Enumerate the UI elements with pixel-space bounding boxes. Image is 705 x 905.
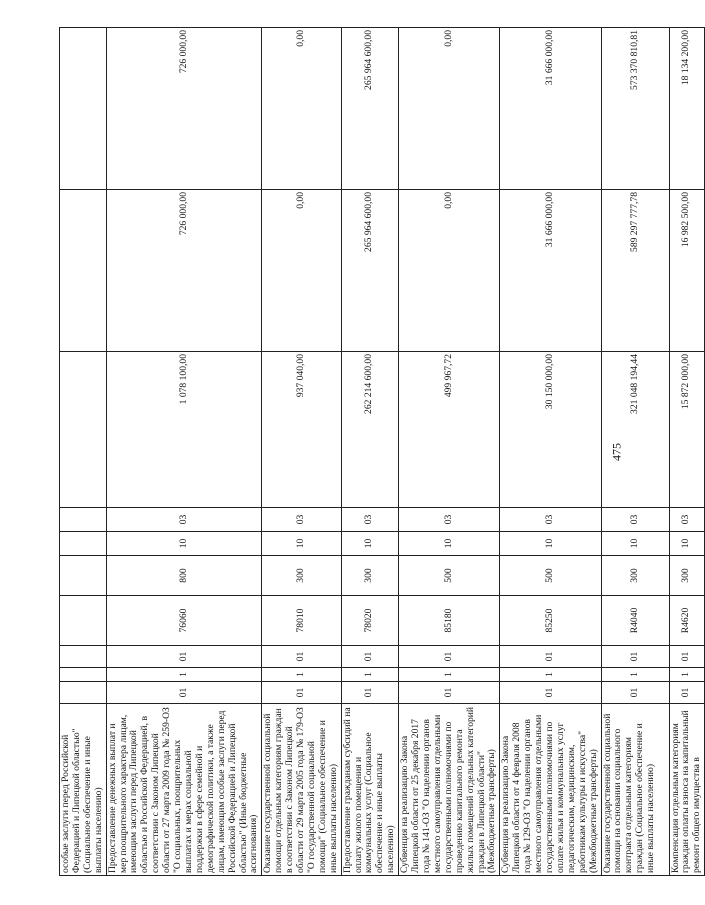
cell-code: 03 xyxy=(399,508,500,532)
cell-code: 85250 xyxy=(500,596,601,646)
row-description: Предоставление гражданам субсидий на оплату жилого помещения и коммунальных услуг (Социальное обеспечение и иные выплаты населению) xyxy=(341,704,399,876)
cell-code: 10 xyxy=(262,532,341,556)
cell-amount: 0,00 xyxy=(262,28,341,190)
cell-code xyxy=(60,668,107,682)
table-row xyxy=(399,28,500,876)
cell-code: 300 xyxy=(341,556,399,596)
cell-amount: 726 000,00 xyxy=(106,28,262,190)
cell-code: 10 xyxy=(341,532,399,556)
cell-amount: 265 964 600,00 xyxy=(341,190,399,352)
table-row xyxy=(669,28,705,876)
cell-code: 1 xyxy=(106,668,262,682)
table-row xyxy=(60,28,107,876)
cell-code: 300 xyxy=(262,556,341,596)
cell-code xyxy=(60,556,107,596)
cell-amount: 0,00 xyxy=(399,190,500,352)
cell-code: 03 xyxy=(341,508,399,532)
row-description: Предоставление денежных выплат и мер поощрительного характера лицам, имеющим заслуги перед Липецкой областью и Российской Федерацией, в соответствии с Законом Липецкой области от 27 марта 2009 года № 259-ОЗ "О социальных, поощрительных выплатах и мерах социальной поддержки в сфере семейной и демографической политики, а также лицам, имеющим особые заслуги перед Российской Федерацией и Липецкой областью" (Иные бюджетные ассигнования) xyxy=(106,704,262,876)
cell-code: 01 xyxy=(500,682,601,704)
cell-code: 10 xyxy=(106,532,262,556)
cell-code: 01 xyxy=(500,646,601,668)
cell-code: 01 xyxy=(106,646,262,668)
cell-code: 500 xyxy=(399,556,500,596)
cell-code: 78010 xyxy=(262,596,341,646)
cell-code xyxy=(60,596,107,646)
cell-code: 01 xyxy=(399,682,500,704)
cell-code: 03 xyxy=(669,508,705,532)
cell-code: 800 xyxy=(106,556,262,596)
cell-code: 500 xyxy=(500,556,601,596)
cell-code: 01 xyxy=(601,646,669,668)
cell-code: 10 xyxy=(601,532,669,556)
cell-amount xyxy=(60,190,107,352)
cell-code: 01 xyxy=(669,646,705,668)
cell-code: 10 xyxy=(500,532,601,556)
cell-code: 01 xyxy=(601,682,669,704)
cell-amount: 499 967,72 xyxy=(399,352,500,508)
cell-amount: 265 964 600,00 xyxy=(341,28,399,190)
table-row xyxy=(341,28,399,876)
table-row xyxy=(106,28,262,876)
row-description: Субвенция на реализацию Закона Липецкой области от 4 февраля 2008 года № 129-ОЗ "О наделении органов местного самоуправления отдельными государственными полномочиями по оплате жилья и коммунальных услуг педагогическим, медицинским, работникам культуры и искусства" (Межбюджетные трансферты) xyxy=(500,704,601,876)
cell-amount: 18 134 200,00 xyxy=(669,28,705,190)
cell-code: R4040 xyxy=(601,596,669,646)
cell-amount: 0,00 xyxy=(262,190,341,352)
cell-code xyxy=(60,532,107,556)
cell-code: 03 xyxy=(601,508,669,532)
cell-code: 01 xyxy=(262,682,341,704)
cell-code: 1 xyxy=(262,668,341,682)
row-description: Компенсация отдельным категориям граждан оплаты взноса на капитальный ремонт общего имущества в xyxy=(669,704,705,876)
table-row xyxy=(262,28,341,876)
row-description: Оказание государственной социальной помощи отдельным категориям граждан в соответствии с Законом Липецкой области от 29 марта 2005 года № 179-ОЗ "О государственной социальной помощи" (Социальное обеспечение и иные выплаты населению) xyxy=(262,704,341,876)
cell-code xyxy=(60,682,107,704)
cell-code: 1 xyxy=(399,668,500,682)
cell-code xyxy=(60,646,107,668)
cell-code: 01 xyxy=(341,646,399,668)
cell-amount xyxy=(60,352,107,508)
cell-code: 300 xyxy=(669,556,705,596)
cell-amount: 589 297 777,78 xyxy=(601,190,669,352)
cell-amount: 262 214 600,00 xyxy=(341,352,399,508)
cell-code: 01 xyxy=(106,682,262,704)
cell-code: 1 xyxy=(669,668,705,682)
cell-amount: 30 150 000,00 xyxy=(500,352,601,508)
cell-code: 85180 xyxy=(399,596,500,646)
cell-code: 03 xyxy=(262,508,341,532)
cell-amount: 1 078 100,00 xyxy=(106,352,262,508)
cell-amount: 321 048 194,44 xyxy=(601,352,669,508)
row-description: Оказание государственной социальной помощи на основании социального контракта отдельным категориям граждан (Социальное обеспечение и иные выплаты населению) xyxy=(601,704,669,876)
cell-code: 01 xyxy=(399,646,500,668)
cell-code: R4620 xyxy=(669,596,705,646)
row-description: особые заслуги перед Российской Федерацией и Липецкой областью" (Социальное обеспечение и иные выплаты населению) xyxy=(60,704,107,876)
table-row xyxy=(601,28,669,876)
cell-code: 01 xyxy=(341,682,399,704)
cell-code: 1 xyxy=(500,668,601,682)
cell-amount: 726 000,00 xyxy=(106,190,262,352)
cell-amount: 15 872 000,00 xyxy=(669,352,705,508)
cell-code xyxy=(60,508,107,532)
cell-code: 01 xyxy=(669,682,705,704)
cell-amount: 31 666 000,00 xyxy=(500,190,601,352)
cell-amount: 937 040,00 xyxy=(262,352,341,508)
cell-amount xyxy=(60,28,107,190)
cell-code: 1 xyxy=(341,668,399,682)
budget-table xyxy=(59,27,705,876)
cell-code: 78020 xyxy=(341,596,399,646)
cell-amount: 0,00 xyxy=(399,28,500,190)
cell-amount: 573 370 810,81 xyxy=(601,28,669,190)
page-number: 475 xyxy=(609,443,624,461)
cell-code: 1 xyxy=(601,668,669,682)
cell-code: 01 xyxy=(262,646,341,668)
row-description: Субвенция на реализацию Закона Липецкой области от 25 декабря 2017 года № 141-ОЗ "О наделении органов местного самоуправления отдельными государственными полномочиями по проведению капитального ремонта жилых помещений отдельных категорий граждан в Липецкой области" (Межбюджетные трансферты) xyxy=(399,704,500,876)
cell-code: 76060 xyxy=(106,596,262,646)
cell-code: 10 xyxy=(399,532,500,556)
table-row xyxy=(500,28,601,876)
cell-code: 10 xyxy=(669,532,705,556)
cell-code: 03 xyxy=(106,508,262,532)
cell-amount: 16 982 500,00 xyxy=(669,190,705,352)
cell-code: 03 xyxy=(500,508,601,532)
cell-code: 300 xyxy=(601,556,669,596)
cell-amount: 31 666 000,00 xyxy=(500,28,601,190)
